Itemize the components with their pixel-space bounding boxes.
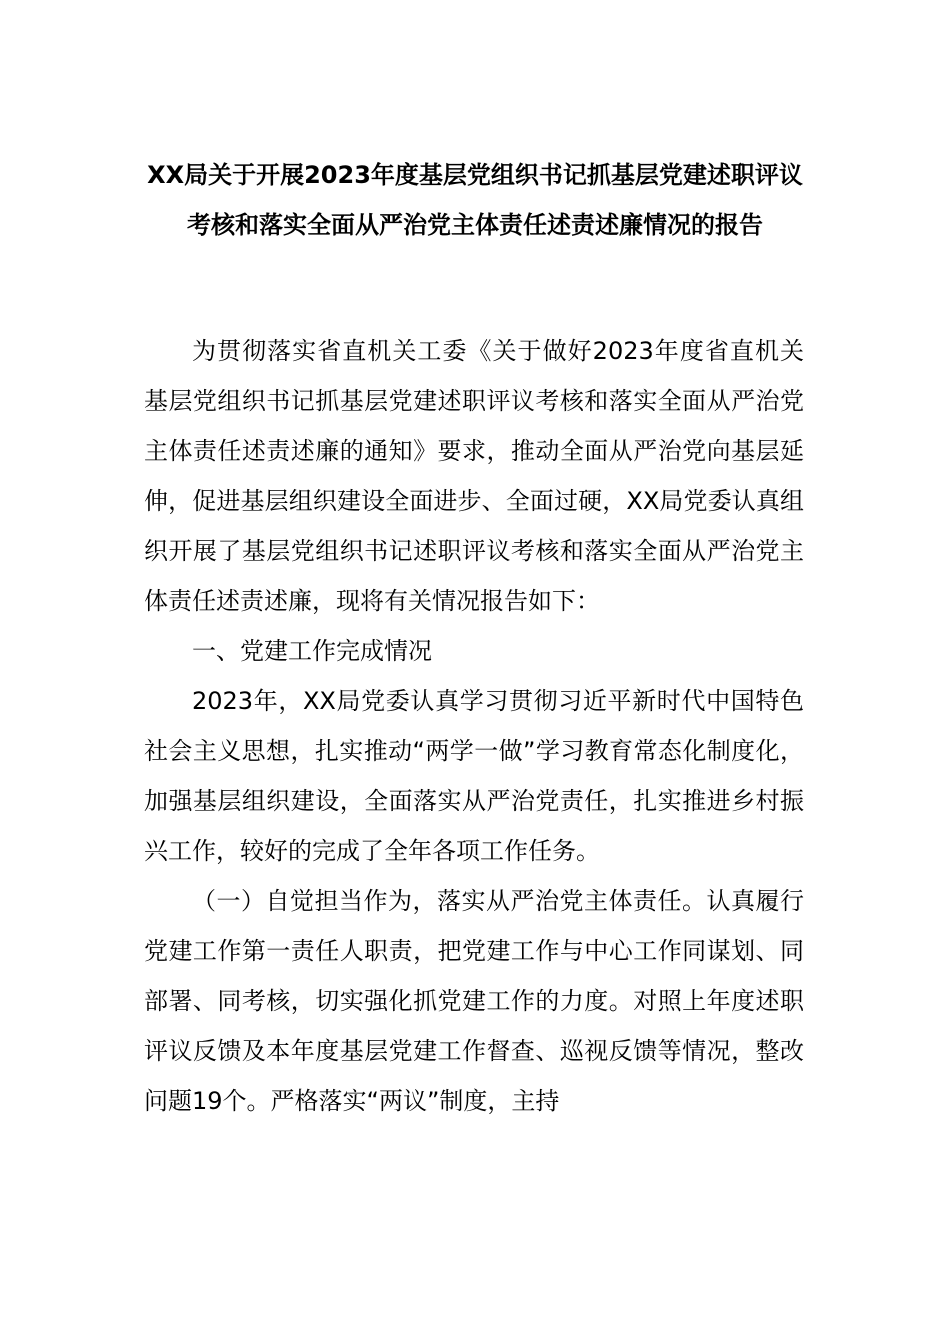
document-body <box>144 326 804 1126</box>
summary-paragraph: 2023年，XX局党委认真学习贯彻习近平新时代中国特色社会主义思想，扎实推动“两学一做”学习教育常态化制度化，加强基层组织建设，全面落实从严治党责任，扎实推进乡村振兴工作，较好的完成了全年各项工作任务。 <box>144 687 804 865</box>
document-title: XX局关于开展2023年度基层党组织书记抓基层党建述职评议考核和落实全面从严治党主体责任述责述廉情况的报告 <box>147 161 803 239</box>
subsection-paragraph: （一）自觉担当作为，落实从严治党主体责任。认真履行党建工作第一责任人职责，把党建工作与中心工作同谋划、同部署、同考核，切实强化抓党建工作的力度。对照上年度述职评议反馈及本年度基层党建工作督查、巡视反馈等情况，整改问题19个。严格落实“两议”制度，主持 <box>144 887 804 1115</box>
intro-paragraph: 为贯彻落实省直机关工委《关于做好2023年度省直机关基层党组织书记抓基层党建述职评议考核和落实全面从严治党主体责任述责述廉的通知》要求，推动全面从严治党向基层延伸，促进基层组织建设全面进步、全面过硬，XX局党委认真组织开展了基层党组织书记述职评议考核和落实全面从严治党主体责任述责述廉，现将有关情况报告如下： <box>144 337 804 615</box>
section-heading: 一、党建工作完成情况 <box>192 637 432 665</box>
